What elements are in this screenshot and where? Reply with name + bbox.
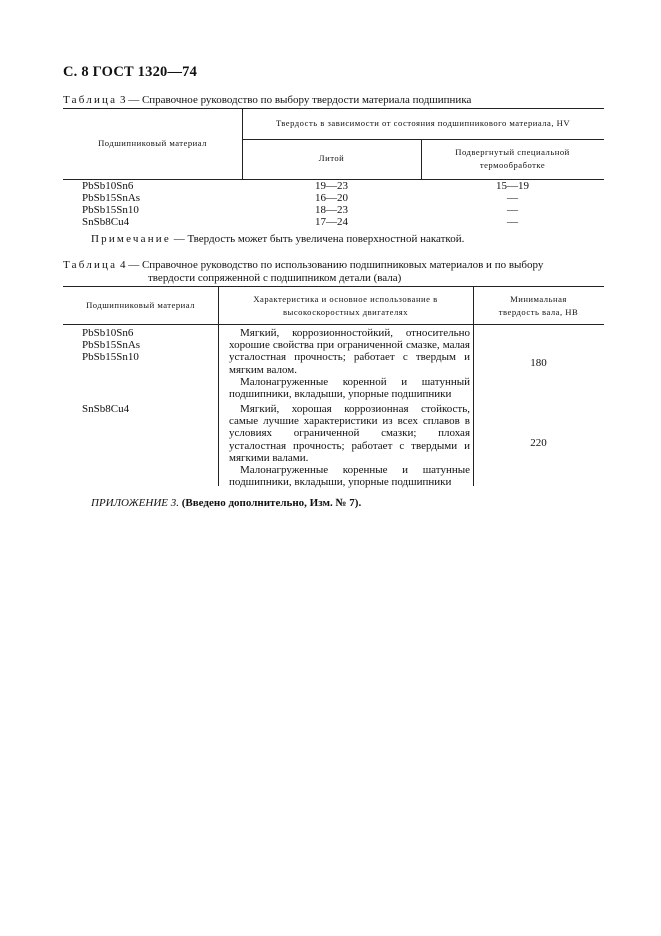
- table-row: PbSb15SnAs: [82, 192, 141, 204]
- table-cell: 16—20: [315, 192, 348, 204]
- table-cell: —: [507, 192, 518, 204]
- table4-row1-materials: [82, 327, 140, 363]
- table4-number: 4: [119, 259, 126, 271]
- table3-col-treated-line1: Подвергнутый специальной: [455, 147, 570, 157]
- table-cell: —: [507, 204, 518, 216]
- appendix-note: [91, 497, 361, 509]
- appendix-label: ПРИЛОЖЕНИЕ 3.: [91, 497, 179, 509]
- table4-row1-desc-2: Малонагруженные коренной и шатунный подшипники, вкладыши, упорные подшипники: [229, 375, 470, 401]
- table3-material-column: [82, 180, 140, 228]
- page-header: С. 8 ГОСТ 1320—74: [63, 64, 198, 80]
- list-item: PbSb10Sn6: [82, 327, 134, 339]
- table4-title-line2: твердости сопряженной с подшипником детали (вала): [148, 272, 402, 284]
- list-item: SnSb8Cu4: [82, 403, 130, 415]
- table3-col-cast: Литой: [318, 153, 345, 163]
- table4-row1-description: [229, 327, 470, 400]
- table4-top-rule: [63, 286, 604, 287]
- table4-row2-desc-1: Мягкий, хорошая коррозионная стойкость, самые лучшие характеристики из всех сплавов в условиях ограниченной смазки; плохая усталостная прочность; работает с твердыми и мягкими валами.: [229, 403, 470, 464]
- list-item: PbSb15Sn10: [82, 351, 139, 363]
- table4-col-hb-line2: твердость вала, НВ: [498, 307, 579, 317]
- table4-caption: [63, 259, 608, 285]
- table-cell: 19—23: [315, 180, 348, 192]
- table3-note-text: — Твердость может быть увеличена поверхностной накаткой.: [170, 233, 465, 245]
- table4-caption-line1: [63, 259, 608, 272]
- table4-row1-hb: 180: [530, 357, 547, 369]
- table3-col-treated: [421, 146, 604, 172]
- table4-header-bottom-rule: [63, 324, 604, 325]
- table4-row2-materials: [82, 403, 129, 415]
- table3-cast-column: [242, 180, 421, 228]
- table-cell: —: [507, 216, 518, 228]
- table3-col-hardness: Твердость в зависимости от состояния подшипникового материала, HV: [275, 118, 571, 128]
- table3-note-label: Примечание: [91, 233, 171, 245]
- table4-col-hb-line1: Минимальная: [510, 294, 567, 304]
- table-row: SnSb8Cu4: [82, 216, 130, 228]
- table4-row1-desc-1: Мягкий, коррозионностойкий, относительно хорошие свойства при ограниченной смазке, малая усталостная прочность; работает с твердым и мягким валом.: [229, 327, 470, 376]
- table-cell: 17—24: [315, 216, 348, 228]
- list-item: PbSb15SnAs: [82, 339, 141, 351]
- table3-mid-rule: [242, 139, 604, 140]
- table3-caption: [63, 94, 471, 107]
- table4-row2-desc-2: Малонагруженные коренные и шатунные подшипники, вкладыши, упорные подшипники: [229, 464, 470, 489]
- table3-label: Таблица: [63, 94, 118, 106]
- appendix-amendment: (Введено дополнительно, Изм. № 7).: [178, 497, 362, 509]
- table-row: PbSb15Sn10: [82, 204, 139, 216]
- table3-title: — Справочное руководство по выбору твердости материала подшипника: [125, 94, 472, 106]
- table4-col-characteristic: [218, 293, 473, 319]
- table3-number: 3: [119, 94, 126, 106]
- table-cell: 15—19: [496, 180, 529, 192]
- table4-col-char-line1: Характеристика и основное использование в: [253, 294, 438, 304]
- table-row: PbSb10Sn6: [82, 180, 134, 192]
- table4-row2-hb: 220: [530, 437, 547, 449]
- table4-row2-description: [229, 403, 470, 488]
- table3-note: [91, 233, 464, 246]
- table4-col-hardness: [473, 293, 604, 319]
- table-cell: 18—23: [315, 204, 348, 216]
- table4-title-line1: — Справочное руководство по использованию подшипниковых материалов и по выбору: [125, 259, 544, 271]
- table4-label: Таблица: [63, 259, 118, 271]
- table3-treated-column: [421, 180, 604, 228]
- table3-col-material: Подшипниковый материал: [98, 138, 207, 148]
- table4-col-char-line2: высокоскоростных двигателях: [283, 307, 408, 317]
- table4-col-material: Подшипниковый материал: [86, 300, 195, 310]
- table3-col-treated-line2: термообработке: [479, 160, 546, 170]
- table3-top-rule: [63, 108, 604, 109]
